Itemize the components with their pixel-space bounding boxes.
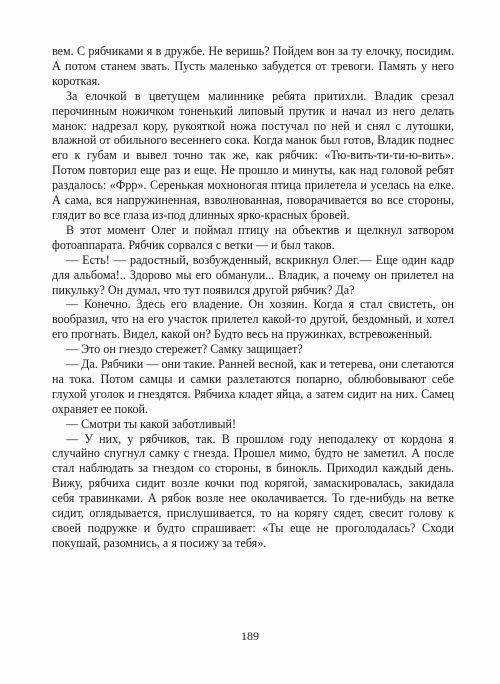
- paragraph-2: За елочкой в цветущем малиннике ребята притихли. Владик срезал перочинным ножичком тоненький липовый прутик и начал из него делать манок: надрезал кору, рукояткой ножа постучал по ней и снял с лутошки, влажной от обильного весеннего сока. Когда манок был готов, Владик поднес его к губам и вывел точно так же, как рябчик: «Тю-вить-ти-ти-ю-вить». Потом повторил еще раз и еще. Не прошло и минуты, как над головой ребят раздалось: «Фрр». Серенькая мохноногая птица прилетела и уселась на елке. А сама, вся напружиненная, взволнованная, поворачивается во все стороны, глядит во все глаза из-под длинных ярко-красных бровей.: [52, 88, 454, 222]
- page-number: 189: [241, 629, 259, 643]
- paragraph-6: — Это он гнездо стережет? Самку защищает?: [66, 342, 303, 357]
- paragraph-7: — Да. Рябчики — они такие. Ранней весной, как и тетерева, они слетаются на тока. Потом самцы и самки разлетаются попарно, облюбовывают себе глухой уголок и гнездятся. Рябчиха кладет яйца, а затем сидит на них. Самец охраняет ее покой.: [52, 357, 454, 416]
- page-text: [52, 44, 454, 551]
- paragraph-8: — Смотри ты какой заботливый!: [66, 416, 237, 431]
- paragraph-3: В этот момент Олег и поймал птицу на объектив и щелкнул затвором фотоаппарата. Рябчик сорвался с ветки — и был таков.: [52, 222, 454, 252]
- paragraph-9: — У них, у рябчиков, так. В прошлом году неподалеку от кордона я случайно спугнул самку с гнезда. Прошел мимо, будто не заметил. А после стал наблюдать за гнездом со стороны, в бинокль. Приходил каждый день. Вижу, рябчиха сидит возле кочки под корягой, замаскировалась, закидала себя травинками. А рябок возле нее околачивается. То где-нибудь на ветке сидит, оглядывается, прислушивается, то на корягу сядет, свесит голову к своей подружке и будто спрашивает: «Ты еще не проголодалась? Сходи покушай, разомнись, а я посижу за тебя».: [52, 431, 454, 550]
- paragraph-5: — Конечно. Здесь его владение. Он хозяин. Когда я стал свистеть, он вообразил, что на его участок прилетел какой-то другой, бездомный, и хотел его прогнать. Видел, какой он? Будто весь на пружинках, встревоженный.: [52, 297, 454, 342]
- paragraph-1: вем. С рябчиками я в дружбе. Не веришь? Пойдем вон за ту елочку, посидим. А потом станем звать. Пусть маленько забудется от тревоги. Память у него короткая.: [52, 44, 454, 88]
- paragraph-4: — Есть! — радостный, возбужденный, вскрикнул Олег.— Еще один кадр для альбома!.. Здорово мы его обманули... Владик, а почему он прилетел на пикульку? Он думал, что тут появился другой рябчик? Да?: [52, 252, 454, 297]
